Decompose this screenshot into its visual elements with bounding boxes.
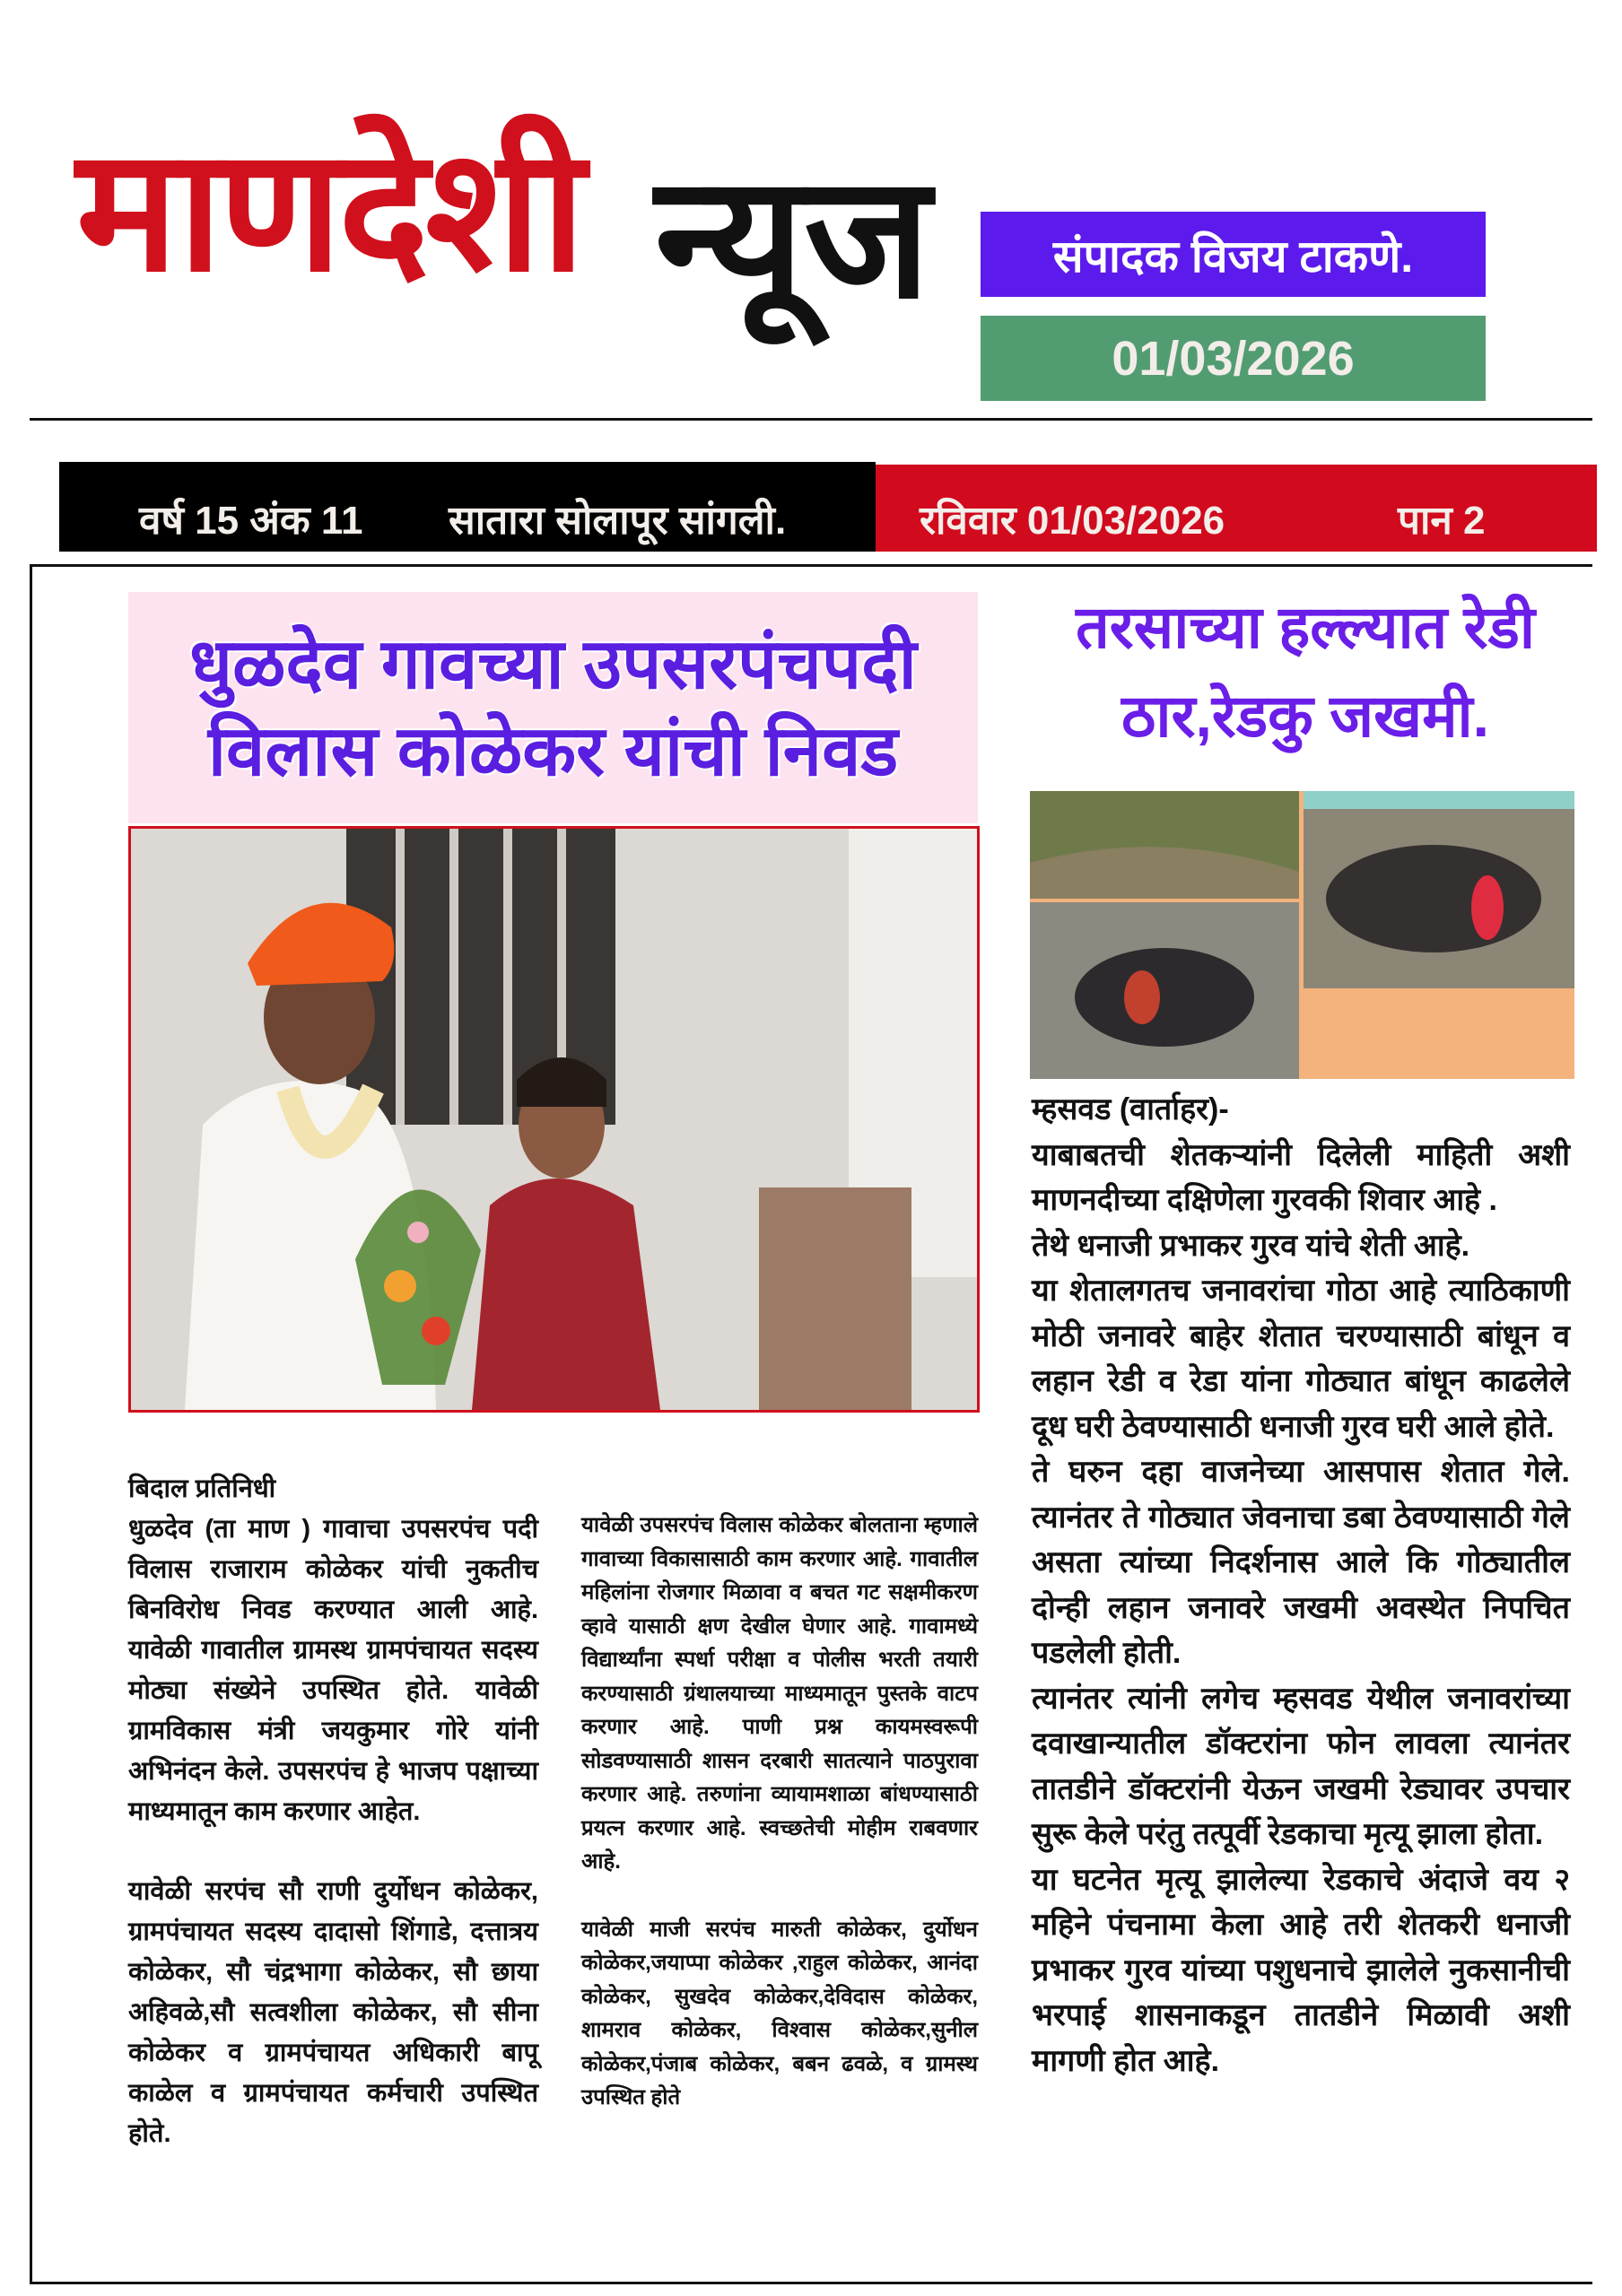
frame-top <box>30 564 1592 567</box>
right-para-3: या शेतालगतच जनावरांचा गोठा आहे त्याठिकाणी मोठी जनावरे बाहेर शेतात चरण्यासाठी बांधून व लहान रेडी व रेडा यांना गोठ्यात बांधून काढलेले दूध घरी ठेवण्यासाठी धनाजी गुरव घरी आले होते. <box>1032 1274 1570 1444</box>
masthead-divider <box>30 418 1592 421</box>
left-para-2: यावेळी सरपंच सौ राणी दुर्योधन कोळेकर, ग्रामपंचायत सदस्य दादासो शिंगाडे, दत्तात्रय कोळेकर, सौ चंद्रभागा कोळेकर, सौ छाया अहिवळे,सौ सत्वशीला कोळेकर, सौ सीना कोळेकर व ग्रामपंचायत अधिकारी बापू काळेल व ग्रामपंचायत कर्मचारी उपस्थित होते. <box>128 1877 538 2148</box>
felicitation-photo-art <box>131 829 977 1410</box>
right-para-1: याबाबतची शेतकऱ्यांनी दिलेली माहिती अशी माणनदीच्या दक्षिणेला गुरवकी शिवार आहे . <box>1032 1137 1570 1217</box>
day-date: रविवार 01/03/2026 <box>920 499 1225 543</box>
left-article-column-2 <box>581 1509 978 2115</box>
right-para-6: या घटनेत मृत्यू झालेल्या रेडकाचे अंदाजे वय २ महिने पंचनामा केला आहे तरी शेतकरी धनाजी प्रभाकर गुरव यांच्या पशुधनाचे झालेले नुकसानीची भरपाई शासनाकडून तातडीने मिळावी अशी मागणी होत आहे. <box>1032 1862 1570 2078</box>
region: सातारा सोलापूर सांगली. <box>449 499 787 543</box>
calf-photo-art <box>1030 791 1574 1079</box>
left-headline <box>128 592 978 823</box>
left-byline: बिदाल प्रतिनिधी <box>128 1474 276 1503</box>
right-article-column <box>1032 1087 1570 2083</box>
volume-issue: वर्ष 15 अंक 11 <box>139 499 363 543</box>
left-para-3: यावेळी उपसरपंच विलास कोळेकर बोलताना म्हणाले गावाच्या विकासासाठी काम करणार आहे. गावातील महिलांना रोजगार मिळावा व बचत गट सक्षमीकरण व्हावे यासाठी क्षण देखील घेणार आहे. गावामध्ये विद्यार्थ्यांना स्पर्धा परीक्षा व पोलीस भरती तयारी करण्यासाठी ग्रंथालयाच्या माध्यमातून पुस्तके वाटप करणार आहे. पाणी प्रश्न कायमस्वरूपी सोडवण्यासाठी शासन दरबारी सातत्याने पाठपुरावा करणार आहे. तरुणांना व्यायामशाळा बांधण्यासाठी प्रयत्न करणार आहे. स्वच्छतेची मोहीम राबवणार आहे. <box>581 1513 978 1874</box>
date-box: 01/03/2026 <box>981 316 1486 401</box>
right-byline: म्हसवड (वार्ताहर)- <box>1032 1092 1229 1126</box>
frame-bottom <box>30 2282 1592 2284</box>
right-para-2: तेथे धनाजी प्रभाकर गुरव यांचे शेती आहे. <box>1032 1228 1470 1263</box>
left-headline-line1: धुळदेव गावच्या उपसरपंचपदी <box>189 623 917 703</box>
left-para-4: यावेळी माजी सरपंच मारुती कोळेकर, दुर्योधन कोळेकर,जयाप्पा कोळेकर ,राहुल कोळेकर, आनंदा कोळेकर, सुखदेव कोळेकर,देविदास कोळेकर, शामराव कोळेकर, विश्वास कोळेकर,सुनील कोळेकर,पंजाब कोळेकर, बबन ढवळे, व ग्रामस्थ उपस्थित होते <box>581 1917 978 2109</box>
masthead-title-black: न्यूज <box>655 143 931 333</box>
left-para-1: धुळदेव (ता माण ) गावाचा उपसरपंच पदी विलास राजाराम कोळेकर यांची नुकतीच बिनविरोध निवड करण्यात आली आहे. यावेळी गावातील ग्रामस्थ ग्रामपंचायत सदस्य मोठ्या संख्येने उपस्थित होते. यावेळी ग्रामविकास मंत्री जयकुमार गोरे यांनी अभिनंदन केले. उपसरपंच हे भाजप पक्षाच्या माध्यमातून काम करणार आहेत. <box>128 1515 538 1826</box>
page-number: पान 2 <box>1398 499 1486 543</box>
right-headline-line2: ठार,रेडकु जखमी. <box>1121 683 1489 749</box>
felicitation-photo <box>128 826 980 1413</box>
masthead-title-red: माणदेशी <box>76 116 582 306</box>
left-article-column-1 <box>128 1469 538 2154</box>
right-para-4: ते घरुन दहा वाजनेच्या आसपास शेतात गेले. त्यानंतर ते गोठ्यात जेवनाचा डबा ठेवण्यासाठी गेले असता त्यांच्या निदर्शनास आले कि गोठ्यातील दोन्ही लहान जनावरे जखमी अवस्थेत निपचित पडलेली होती. <box>1032 1455 1570 1670</box>
right-headline-line1: तरसाच्या हल्ल्यात रेडी <box>1076 594 1535 660</box>
injured-calf-photo-collage <box>1030 791 1574 1079</box>
left-headline-line2: विलास कोळेकर यांची निवड <box>207 711 899 790</box>
editor-box: संपादक विजय टाकणे. <box>981 212 1486 297</box>
frame-left <box>30 564 32 2284</box>
right-headline <box>1023 583 1588 761</box>
right-para-5: त्यानंतर त्यांनी लगेच म्हसवड येथील जनावरांच्या दवाखान्यातील डॉक्टरांना फोन लावला त्यानंतर तातडीने डॉक्टरांनी येऊन जखमी रेड्यावर उपचार सुरू केले परंतु तत्पूर्वी रेडकाचा मृत्यू झाला होता. <box>1032 1681 1570 1851</box>
